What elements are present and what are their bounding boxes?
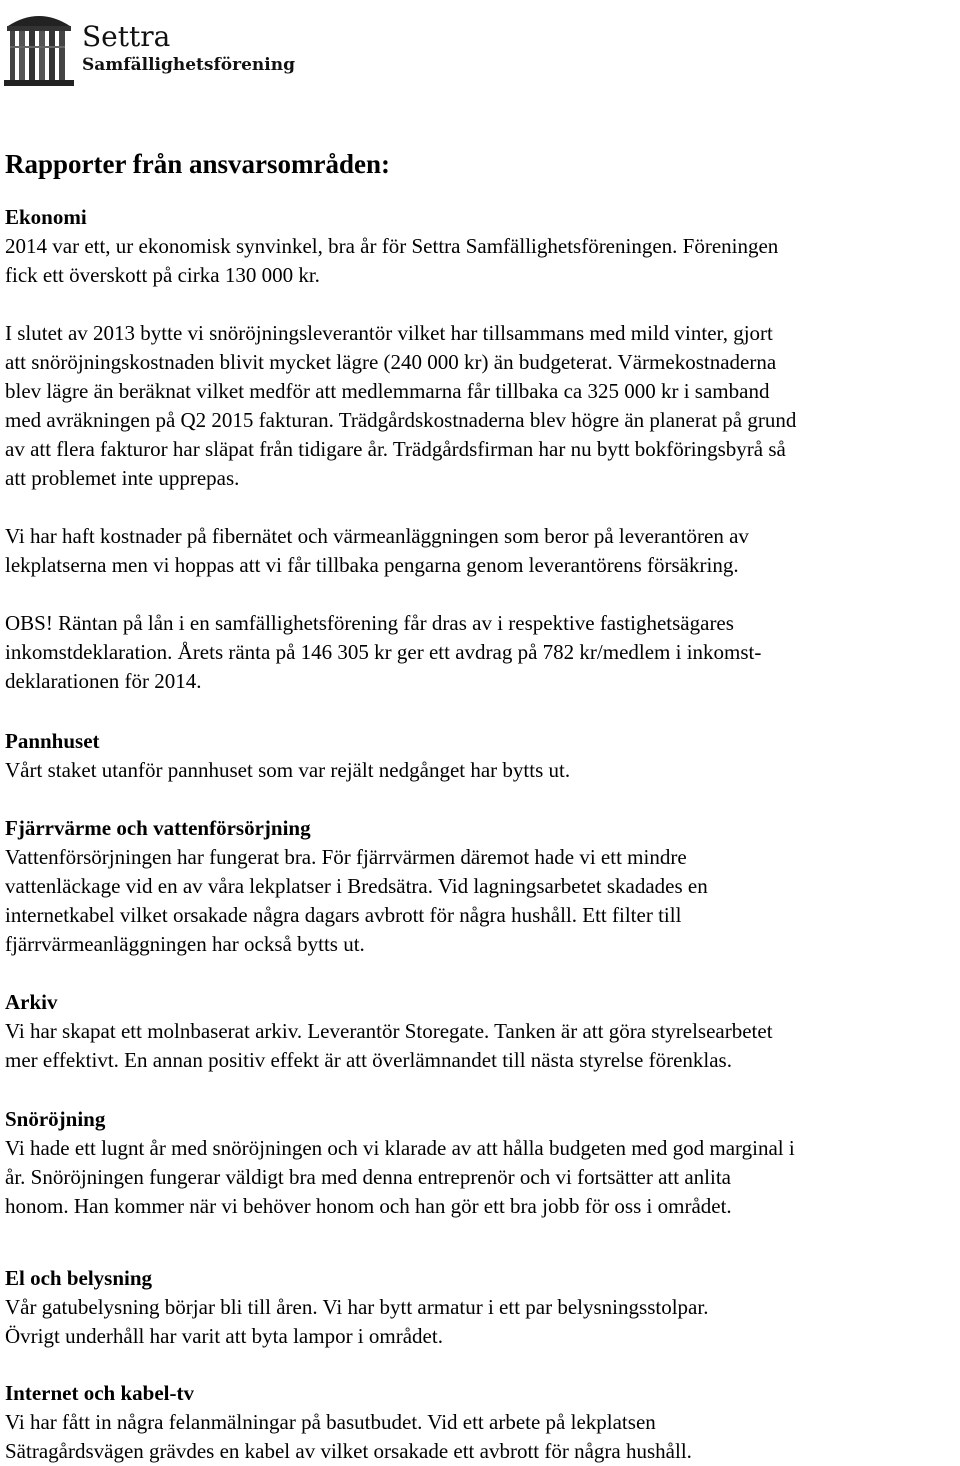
logo-name: Settra xyxy=(82,20,171,53)
text-line: Vår gatubelysning börjar bli till åren. Vi har bytt armatur i ett par belysningsstolpar. xyxy=(5,1295,709,1319)
text-line: av att flera fakturor har släpat från tidigare år. Trädgårdsfirman har nu bytt bokföringsbyrå så xyxy=(5,437,786,461)
paragraph xyxy=(5,319,960,493)
text-line: fjärrvärmeanläggningen har också bytts ut. xyxy=(5,932,365,956)
text-line: lekplatserna men vi hoppas att vi får tillbaka pengarna genom leverantörens försäkring. xyxy=(5,553,739,577)
paragraph xyxy=(5,843,960,959)
text-line: att problemet inte upprepas. xyxy=(5,466,240,490)
section-heading: Arkiv xyxy=(5,990,58,1014)
text-line: Vi har skapat ett molnbaserat arkiv. Leverantör Storegate. Tanken är att göra styrelsearbetet xyxy=(5,1019,773,1043)
logo xyxy=(0,0,295,100)
section-snorojning xyxy=(5,1105,960,1221)
logo-subtitle: Samfällighetsförening xyxy=(82,55,295,75)
text-line: Vi hade ett lugnt år med snöröjningen och vi klarade av att hålla budgeten med god marginal i xyxy=(5,1136,795,1160)
text-line: Vattenförsörjningen har fungerat bra. För fjärrvärmen däremot hade vi ett mindre xyxy=(5,845,687,869)
text-line: honom. Han kommer när vi behöver honom och han gör ett bra jobb för oss i området. xyxy=(5,1194,732,1218)
text-line: internetkabel vilket orsakade några dagars avbrott för några hushåll. Ett filter till xyxy=(5,903,682,927)
text-line: mer effektivt. En annan positiv effekt är att överlämnandet till nästa styrelse förenklas. xyxy=(5,1048,732,1072)
paragraph xyxy=(5,232,960,290)
water-tower-icon xyxy=(4,6,74,88)
text-line: Sätragårdsvägen grävdes en kabel av vilket orsakade ett avbrott för några hushåll. xyxy=(5,1439,692,1463)
section-heading: Ekonomi xyxy=(5,205,87,229)
text-line: vattenläckage vid en av våra lekplatser i Bredsätra. Vid lagningsarbetet skadades en xyxy=(5,874,708,898)
paragraph xyxy=(5,522,960,580)
section-heading: El och belysning xyxy=(5,1266,153,1290)
text-line: fick ett överskott på cirka 130 000 kr. xyxy=(5,263,320,287)
section-internet-och-kabel-tv xyxy=(5,1379,960,1466)
section-heading: Internet och kabel-tv xyxy=(5,1381,194,1405)
text-line: inkomstdeklaration. Årets ränta på 146 305 kr ger ett avdrag på 782 kr/medlem i inkomst- xyxy=(5,640,762,664)
section-heading: Fjärrvärme och vattenförsörjning xyxy=(5,816,311,840)
text-line: med avräkningen på Q2 2015 fakturan. Trädgårdskostnaderna blev högre än planerat på grund xyxy=(5,408,797,432)
section-heading: Snöröjning xyxy=(5,1107,106,1131)
text-line: OBS! Räntan på lån i en samfällighetsförening får dras av i respektive fastighetsägares xyxy=(5,611,734,635)
section-ekonomi xyxy=(5,203,960,696)
paragraph xyxy=(5,609,960,696)
text-line: blev lägre än beräknat vilket medför att medlemmarna får tillbaka ca 325 000 kr i samband xyxy=(5,379,770,403)
text-line: Vi har fått in några felanmälningar på basutbudet. Vid ett arbete på lekplatsen xyxy=(5,1410,656,1434)
section-pannhuset xyxy=(5,727,960,785)
text-line: Övrigt underhåll har varit att byta lampor i området. xyxy=(5,1324,443,1348)
text-line: att snöröjningskostnaden blivit mycket lägre (240 000 kr) än budgeterat. Värmekostnaderna xyxy=(5,350,777,374)
page-title: Rapporter från ansvarsområden: xyxy=(5,149,390,179)
section-el-och-belysning xyxy=(5,1264,960,1351)
section-heading: Pannhuset xyxy=(5,729,100,753)
paragraph xyxy=(5,1017,960,1075)
text-line: deklarationen för 2014. xyxy=(5,669,202,693)
section-fjarrvarme xyxy=(5,814,960,959)
text-line: 2014 var ett, ur ekonomisk synvinkel, bra år för Settra Samfällighetsföreningen. Föreningen xyxy=(5,234,779,258)
paragraph xyxy=(5,756,960,785)
paragraph xyxy=(5,1408,960,1466)
paragraph xyxy=(5,1293,960,1351)
text-line: Vi har haft kostnader på fibernätet och värmeanläggningen som beror på leverantören av xyxy=(5,524,749,548)
text-line: I slutet av 2013 bytte vi snöröjningsleverantör vilket har tillsammans med mild vinter, gjort xyxy=(5,321,773,345)
text-line: år. Snöröjningen fungerar väldigt bra med denna entreprenör och vi fortsätter att anlita xyxy=(5,1165,731,1189)
text-line: Vårt staket utanför pannhuset som var rejält nedgånget har bytts ut. xyxy=(5,758,571,782)
paragraph xyxy=(5,1134,960,1221)
section-arkiv xyxy=(5,988,960,1075)
